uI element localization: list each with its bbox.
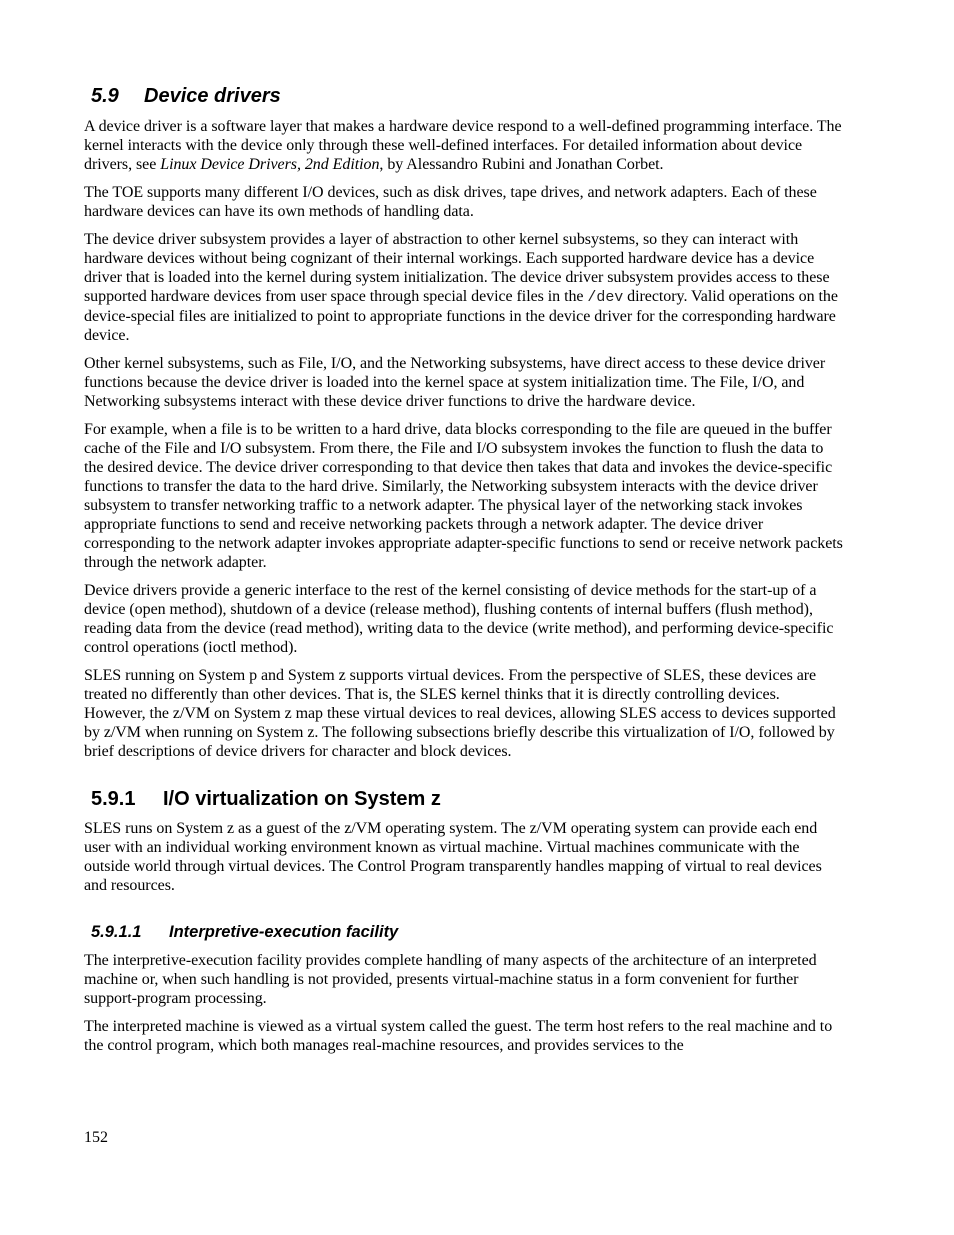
book-title: Linux Device Drivers, 2nd Edition <box>160 156 380 173</box>
subsection-heading <box>84 785 844 813</box>
paragraph-text: A device driver is a software layer that makes a hardware device respond to a well-defined programming interface. The kernel interacts with the device only through these well-defined interfaces. For detailed information about device drivers, see <box>84 118 842 173</box>
paragraph-driver-subsystem <box>84 230 844 345</box>
paragraph-kernel-subsystems: Other kernel subsystems, such as File, I/O, and the Networking subsystems, have direct access to these device driver functions because the device driver is loaded into the kernel space at system initialization time. The File, I/O, and Networking subsystems interact with these device driver functions to drive the hardware device. <box>84 355 826 410</box>
paragraph-text: directory. Valid operations on the device-special files are initialized to point to appropriate functions in the device driver for the corresponding hardware device. <box>84 288 838 344</box>
section-number: 5.9 <box>91 85 119 107</box>
dev-path-code: /dev <box>587 289 624 306</box>
paragraph-device-driver-intro <box>84 117 844 174</box>
paragraph-interpretive-execution: The interpretive-execution facility provides complete handling of many aspects of the architecture of an interpreted machine or, when such handling is not provided, presents virtual-machine status in a form convenient for further support-program processing. <box>84 952 817 1007</box>
subsection-title: I/O virtualization on System z <box>163 788 441 810</box>
subsubsection-number: 5.9.1.1 <box>91 923 142 941</box>
page-number: 152 <box>84 1129 108 1146</box>
paragraph-text: , by Alessandro Rubini and Jonathan Corbet. <box>379 156 664 173</box>
paragraph-guest-host: The interpreted machine is viewed as a virtual system called the guest. The term host refers to the real machine and to the control program, which both manages real-machine resources, and provides services to the <box>84 1018 833 1054</box>
subsubsection-heading <box>84 921 844 943</box>
paragraph-text: The device driver subsystem provides a layer of abstraction to other kernel subsystems, so they can interact with hardware devices without being cognizant of their internal workings. Each supported hardware device has a device driver that is loaded into the kernel during system initialization. The device driver subsystem provides access to these supported hardware devices from user space through special device files in the <box>84 231 830 305</box>
paragraph-virtual-devices: SLES running on System p and System z supports virtual devices. From the perspective of SLES, these devices are treated no differently than other devices. That is, the SLES kernel thinks that it is directly controlling devices. However, the z/VM on System z map these virtual devices to real devices, allowing SLES access to devices supported by z/VM when running on System z. The following subsections briefly describe this virtualization of I/O, followed by brief descriptions of device drivers for character and block devices. <box>84 667 836 760</box>
paragraph-io-devices: The TOE supports many different I/O devices, such as disk drives, tape drives, and network adapters. Each of these hardware devices can have its own methods of handling data. <box>84 184 817 220</box>
paragraph-zvm-guest: SLES runs on System z as a guest of the z/VM operating system. The z/VM operating system can provide each end user with an individual working environment known as virtual machine. Virtual machines communicate with the outside world through virtual devices. The Control Program transparently handles mapping of virtual to real devices and resources. <box>84 820 822 894</box>
section-title: Device drivers <box>144 85 281 107</box>
subsection-number: 5.9.1 <box>91 788 136 810</box>
subsubsection-title: Interpretive-execution facility <box>169 923 399 941</box>
paragraph-generic-interface: Device drivers provide a generic interface to the rest of the kernel consisting of device methods for the start-up of a device (open method), shutdown of a device (release method), flushing contents of internal buffers (flush method), reading data from the device (read method), writing data to the device (write method), and performing device-specific control operations (ioctl method). <box>84 582 834 656</box>
section-heading <box>84 82 844 110</box>
page-content <box>84 82 844 1055</box>
paragraph-example: For example, when a file is to be written to a hard drive, data blocks corresponding to the file are queued in the buffer cache of the File and I/O subsystem. From there, the File and I/O subsystem invokes the function to flush the data to the desired device. The device driver corresponding to that device then takes that data and invokes the device-specific functions to transfer the data to the hard drive. Similarly, the Networking subsystem interacts with the device driver subsystem to transfer networking traffic to a network adapter. The physical layer of the networking stack invokes appropriate functions to send and receive networking packets through a network adapter. The device driver corresponding to the network adapter invokes appropriate adapter-specific functions to send or receive network packets through the network adapter. <box>84 421 843 571</box>
